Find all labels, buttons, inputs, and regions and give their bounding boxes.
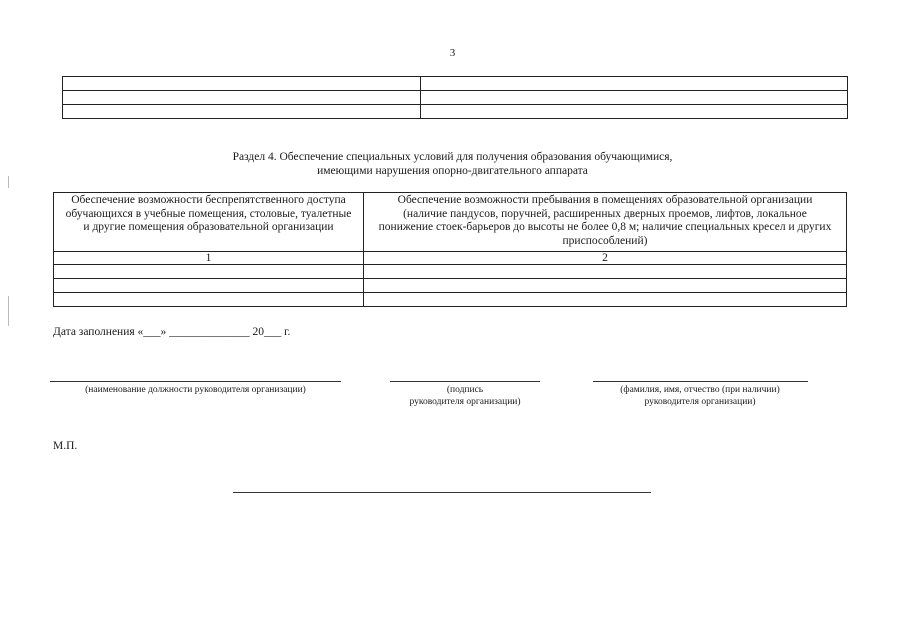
table-row [54,265,847,279]
page-number: 3 [449,47,456,59]
table-row [63,77,848,91]
scan-artifact [8,176,9,188]
position-signature-line [50,381,341,382]
scan-artifact [8,296,9,326]
table-cell [421,105,848,119]
table-cell [54,293,364,307]
signature-label [375,384,555,408]
signature-label-line-1: (подпись [446,385,484,395]
table-cell [364,279,847,293]
position-label: (наименование должности руководителя организации) [85,385,306,395]
table-row [54,279,847,293]
table-cell [364,293,847,307]
name-label [580,384,820,408]
table-cell [63,91,421,105]
stamp-place: М.П. [53,440,78,452]
table-header-row [54,193,847,252]
section-title-line-1: Раздел 4. Обеспечение специальных условий для получения образования обучающимися, [232,151,673,163]
section-title-line-2: имеющими нарушения опорно-двигательного аппарата [317,165,588,177]
table-row [63,91,848,105]
column-number: 2 [364,252,847,265]
previous-section-table-tail [62,76,848,119]
name-label-line-1: (фамилия, имя, отчество (при наличии) [620,385,780,395]
date-line: Дата заполнения «___» ______________ 20___ г. [53,326,291,338]
signature-label-line-2: руководителя организации) [409,397,521,407]
name-label-line-2: руководителя организации) [644,397,756,407]
column-header-stay: Обеспечение возможности пребывания в помещениях образовательной организации (наличие пандусов, поручней, расширенных дверных проемов, лифтов, локальное понижение стоек-барьеров до высоты не более 0,8 м; наличие специальных кресел и других приспособлений) [364,193,847,252]
column-header-access: Обеспечение возможности беспрепятственного доступа обучающихся в учебные помещения, столовые, туалетные и другие помещения образовательной организации [54,193,364,252]
section-4-table [53,192,847,307]
name-signature-line [593,381,808,382]
table-cell [364,265,847,279]
table-row [63,105,848,119]
signature-line [390,381,540,382]
table-cell [54,265,364,279]
column-number: 1 [54,252,364,265]
table-cell [54,279,364,293]
table-cell [63,77,421,91]
table-cell [63,105,421,119]
table-cell [421,77,848,91]
column-numbers-row [54,252,847,265]
table-row [54,293,847,307]
section-title [100,150,805,178]
table-cell [421,91,848,105]
bottom-rule [233,492,651,493]
